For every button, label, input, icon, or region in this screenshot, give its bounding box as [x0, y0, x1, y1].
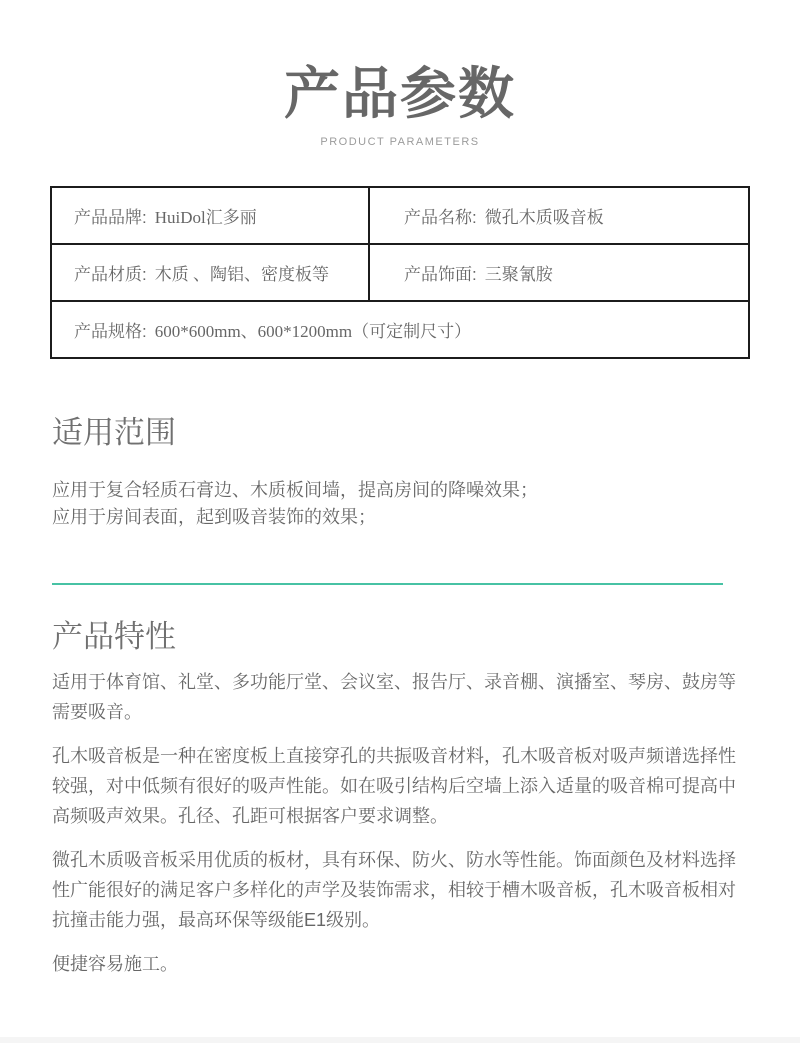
spec-finish-label: 产品饰面:	[404, 265, 477, 284]
spec-cell-name	[369, 187, 749, 244]
spec-size-label: 产品规格:	[74, 322, 147, 341]
spec-name-value: 微孔木质吸音板	[484, 208, 604, 227]
spec-name-label: 产品名称:	[404, 208, 477, 227]
spec-row-2	[51, 244, 749, 301]
features-paragraph-3: 微孔木质吸音板采用优质的板材，具有环保、防火、防水等性能。饰面颜色及材料选择性广能很好的满足客户多样化的声学及装饰需求，相较于槽木吸音板，孔木吸音板相对抗撞击能力强，最高环保等级能E1级别。	[52, 850, 736, 930]
features-paragraph-4: 便捷容易施工。	[52, 954, 178, 974]
footer-strip	[0, 1037, 800, 1043]
section-product-features	[52, 619, 748, 979]
page-header	[0, 0, 800, 148]
spec-cell-brand	[51, 187, 369, 244]
features-heading: 产品特性	[52, 619, 176, 654]
spec-material-value: 木质 、陶铝、密度板等	[154, 265, 329, 284]
features-paragraph-2: 孔木吸音板是一种在密度板上直接穿孔的共振吸音材料，孔木吸音板对吸声频谱选择性较强，对中低频有很好的吸声性能。如在吸引结构后空墙上添入适量的吸音棉可提高中高频吸声效果。孔径、孔距可根据客户要求调整。	[52, 746, 736, 826]
spec-size-value: 600*600mm、600*1200mm（可定制尺寸）	[154, 322, 472, 341]
spec-cell-material	[51, 244, 369, 301]
spec-cell-size	[51, 301, 749, 358]
spec-table	[50, 186, 750, 359]
spec-cell-finish	[369, 244, 749, 301]
spec-brand-value: HuiDol汇多丽	[154, 208, 257, 227]
scope-line-2: 应用于房间表面，起到吸音装饰的效果；	[52, 507, 376, 527]
scope-heading: 适用范围	[52, 415, 176, 450]
spec-row-3	[51, 301, 749, 358]
section-divider	[52, 583, 723, 585]
section-applicable-scope	[52, 415, 748, 531]
spec-material-label: 产品材质:	[74, 265, 147, 284]
page-subtitle: PRODUCT PARAMETERS	[320, 136, 480, 148]
spec-finish-value: 三聚氰胺	[484, 265, 553, 284]
spec-row-1	[51, 187, 749, 244]
spec-brand-label: 产品品牌:	[74, 208, 147, 227]
features-paragraph-1: 适用于体育馆、礼堂、多功能厅堂、会议室、报告厅、录音棚、演播室、琴房、鼓房等需要吸音。	[52, 672, 736, 722]
scope-line-1: 应用于复合轻质石膏边、木质板间墙，提高房间的降噪效果；	[52, 480, 538, 500]
page-title: 产品参数	[284, 62, 516, 125]
